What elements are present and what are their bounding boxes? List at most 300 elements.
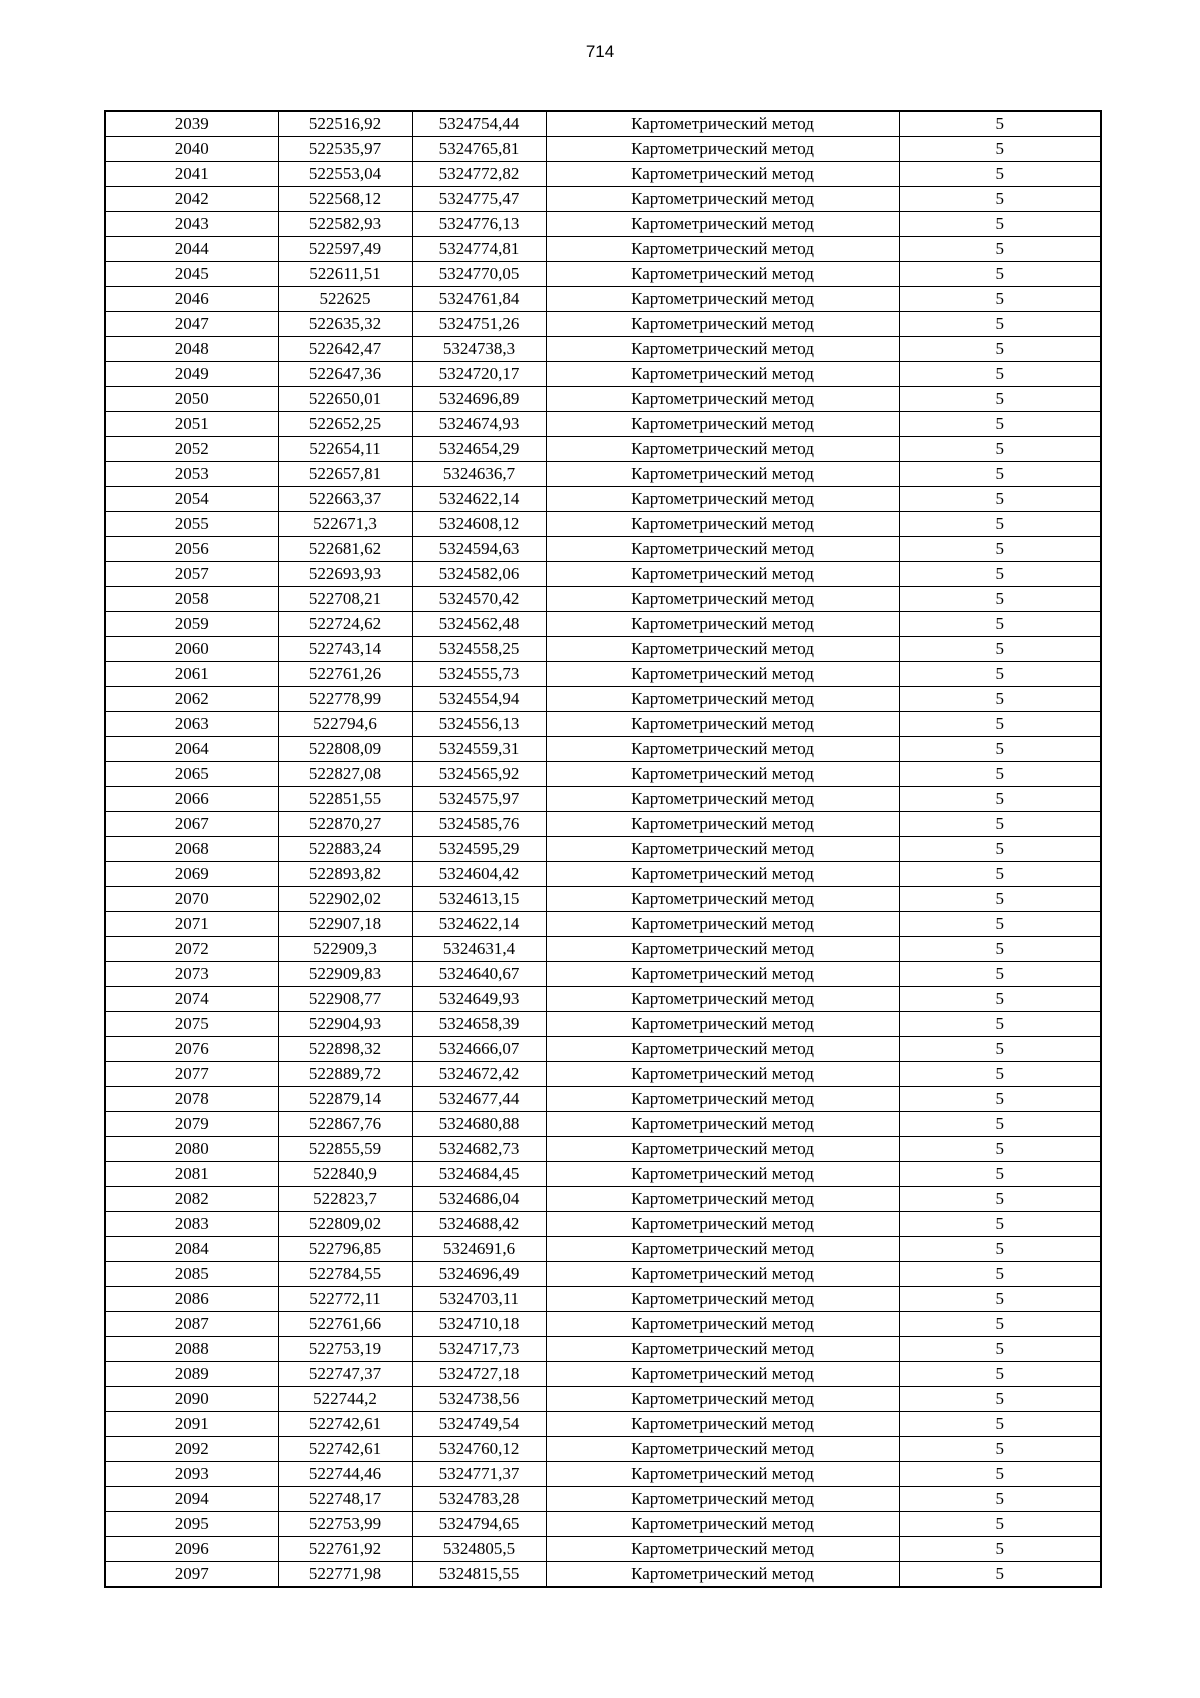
table-row: [105, 362, 1101, 387]
accuracy-cell: 5: [899, 662, 1101, 687]
table-row: [105, 962, 1101, 987]
method-cell: Картометрический метод: [546, 962, 899, 987]
x-coordinate-cell: 522652,25: [278, 412, 412, 437]
method-cell: Картометрический метод: [546, 487, 899, 512]
accuracy-cell: 5: [899, 1512, 1101, 1537]
method-cell: Картометрический метод: [546, 1562, 899, 1588]
y-coordinate-cell: 5324710,18: [412, 1312, 546, 1337]
x-coordinate-cell: 522625: [278, 287, 412, 312]
point-number-cell: 2052: [105, 437, 278, 462]
y-coordinate-cell: 5324594,63: [412, 537, 546, 562]
accuracy-cell: 5: [899, 1537, 1101, 1562]
x-coordinate-cell: 522753,99: [278, 1512, 412, 1537]
point-number-cell: 2069: [105, 862, 278, 887]
table-row: [105, 1162, 1101, 1187]
accuracy-cell: 5: [899, 487, 1101, 512]
x-coordinate-cell: 522851,55: [278, 787, 412, 812]
point-number-cell: 2039: [105, 111, 278, 137]
x-coordinate-cell: 522761,92: [278, 1537, 412, 1562]
y-coordinate-cell: 5324749,54: [412, 1412, 546, 1437]
point-number-cell: 2040: [105, 137, 278, 162]
point-number-cell: 2093: [105, 1462, 278, 1487]
table-row: [105, 1512, 1101, 1537]
point-number-cell: 2047: [105, 312, 278, 337]
table-row: [105, 1112, 1101, 1137]
table-row: [105, 912, 1101, 937]
point-number-cell: 2070: [105, 887, 278, 912]
method-cell: Картометрический метод: [546, 1487, 899, 1512]
y-coordinate-cell: 5324684,45: [412, 1162, 546, 1187]
table-row: [105, 987, 1101, 1012]
point-number-cell: 2057: [105, 562, 278, 587]
x-coordinate-cell: 522778,99: [278, 687, 412, 712]
page-number: 714: [585, 42, 615, 61]
accuracy-cell: 5: [899, 862, 1101, 887]
method-cell: Картометрический метод: [546, 1287, 899, 1312]
y-coordinate-cell: 5324631,4: [412, 937, 546, 962]
table-row: [105, 1337, 1101, 1362]
accuracy-cell: 5: [899, 687, 1101, 712]
x-coordinate-cell: 522909,3: [278, 937, 412, 962]
accuracy-cell: 5: [899, 137, 1101, 162]
point-number-cell: 2074: [105, 987, 278, 1012]
accuracy-cell: 5: [899, 387, 1101, 412]
accuracy-cell: 5: [899, 1387, 1101, 1412]
table-row: [105, 1462, 1101, 1487]
y-coordinate-cell: 5324555,73: [412, 662, 546, 687]
table-row: [105, 137, 1101, 162]
accuracy-cell: 5: [899, 1012, 1101, 1037]
point-number-cell: 2060: [105, 637, 278, 662]
table-row: [105, 1387, 1101, 1412]
point-number-cell: 2097: [105, 1562, 278, 1588]
y-coordinate-cell: 5324774,81: [412, 237, 546, 262]
method-cell: Картометрический метод: [546, 837, 899, 862]
method-cell: Картометрический метод: [546, 662, 899, 687]
point-number-cell: 2061: [105, 662, 278, 687]
y-coordinate-cell: 5324775,47: [412, 187, 546, 212]
point-number-cell: 2075: [105, 1012, 278, 1037]
table-row: [105, 787, 1101, 812]
point-number-cell: 2084: [105, 1237, 278, 1262]
table-row: [105, 712, 1101, 737]
x-coordinate-cell: 522748,17: [278, 1487, 412, 1512]
method-cell: Картометрический метод: [546, 412, 899, 437]
y-coordinate-cell: 5324622,14: [412, 912, 546, 937]
method-cell: Картометрический метод: [546, 637, 899, 662]
method-cell: Картометрический метод: [546, 1087, 899, 1112]
accuracy-cell: 5: [899, 1212, 1101, 1237]
x-coordinate-cell: 522744,2: [278, 1387, 412, 1412]
accuracy-cell: 5: [899, 312, 1101, 337]
table-row: [105, 212, 1101, 237]
y-coordinate-cell: 5324666,07: [412, 1037, 546, 1062]
y-coordinate-cell: 5324565,92: [412, 762, 546, 787]
table-row: [105, 637, 1101, 662]
accuracy-cell: 5: [899, 1162, 1101, 1187]
accuracy-cell: 5: [899, 237, 1101, 262]
method-cell: Картометрический метод: [546, 587, 899, 612]
accuracy-cell: 5: [899, 187, 1101, 212]
table-row: [105, 687, 1101, 712]
table-row: [105, 762, 1101, 787]
y-coordinate-cell: 5324760,12: [412, 1437, 546, 1462]
table-row: [105, 162, 1101, 187]
table-row: [105, 287, 1101, 312]
table-row: [105, 887, 1101, 912]
point-number-cell: 2049: [105, 362, 278, 387]
point-number-cell: 2072: [105, 937, 278, 962]
point-number-cell: 2065: [105, 762, 278, 787]
y-coordinate-cell: 5324649,93: [412, 987, 546, 1012]
point-number-cell: 2048: [105, 337, 278, 362]
y-coordinate-cell: 5324595,29: [412, 837, 546, 862]
method-cell: Картометрический метод: [546, 712, 899, 737]
y-coordinate-cell: 5324765,81: [412, 137, 546, 162]
method-cell: Картометрический метод: [546, 1162, 899, 1187]
table-row: [105, 1487, 1101, 1512]
x-coordinate-cell: 522742,61: [278, 1437, 412, 1462]
x-coordinate-cell: 522794,6: [278, 712, 412, 737]
method-cell: Картометрический метод: [546, 262, 899, 287]
method-cell: Картометрический метод: [546, 887, 899, 912]
point-number-cell: 2087: [105, 1312, 278, 1337]
y-coordinate-cell: 5324672,42: [412, 1062, 546, 1087]
x-coordinate-cell: 522902,02: [278, 887, 412, 912]
method-cell: Картометрический метод: [546, 937, 899, 962]
y-coordinate-cell: 5324717,73: [412, 1337, 546, 1362]
method-cell: Картометрический метод: [546, 537, 899, 562]
accuracy-cell: 5: [899, 1312, 1101, 1337]
accuracy-cell: 5: [899, 837, 1101, 862]
accuracy-cell: 5: [899, 1137, 1101, 1162]
method-cell: Картометрический метод: [546, 237, 899, 262]
x-coordinate-cell: 522650,01: [278, 387, 412, 412]
point-number-cell: 2058: [105, 587, 278, 612]
y-coordinate-cell: 5324794,65: [412, 1512, 546, 1537]
method-cell: Картометрический метод: [546, 987, 899, 1012]
x-coordinate-cell: 522893,82: [278, 862, 412, 887]
table-row: [105, 1262, 1101, 1287]
x-coordinate-cell: 522657,81: [278, 462, 412, 487]
method-cell: Картометрический метод: [546, 862, 899, 887]
y-coordinate-cell: 5324558,25: [412, 637, 546, 662]
point-number-cell: 2090: [105, 1387, 278, 1412]
table-row: [105, 612, 1101, 637]
x-coordinate-cell: 522681,62: [278, 537, 412, 562]
y-coordinate-cell: 5324805,5: [412, 1537, 546, 1562]
method-cell: Картометрический метод: [546, 287, 899, 312]
table-row: [105, 237, 1101, 262]
accuracy-cell: 5: [899, 987, 1101, 1012]
point-number-cell: 2088: [105, 1337, 278, 1362]
x-coordinate-cell: 522796,85: [278, 1237, 412, 1262]
method-cell: Картометрический метод: [546, 1312, 899, 1337]
method-cell: Картометрический метод: [546, 737, 899, 762]
accuracy-cell: 5: [899, 362, 1101, 387]
x-coordinate-cell: 522611,51: [278, 262, 412, 287]
method-cell: Картометрический метод: [546, 787, 899, 812]
accuracy-cell: 5: [899, 887, 1101, 912]
table-row: [105, 1212, 1101, 1237]
point-number-cell: 2096: [105, 1537, 278, 1562]
accuracy-cell: 5: [899, 162, 1101, 187]
coordinates-table-body: [105, 111, 1101, 1587]
method-cell: Картометрический метод: [546, 1212, 899, 1237]
y-coordinate-cell: 5324783,28: [412, 1487, 546, 1512]
method-cell: Картометрический метод: [546, 1037, 899, 1062]
point-number-cell: 2091: [105, 1412, 278, 1437]
table-row: [105, 1037, 1101, 1062]
method-cell: Картометрический метод: [546, 387, 899, 412]
accuracy-cell: 5: [899, 587, 1101, 612]
point-number-cell: 2086: [105, 1287, 278, 1312]
accuracy-cell: 5: [899, 1112, 1101, 1137]
point-number-cell: 2054: [105, 487, 278, 512]
method-cell: Картометрический метод: [546, 212, 899, 237]
accuracy-cell: 5: [899, 737, 1101, 762]
accuracy-cell: 5: [899, 712, 1101, 737]
y-coordinate-cell: 5324640,67: [412, 962, 546, 987]
y-coordinate-cell: 5324582,06: [412, 562, 546, 587]
point-number-cell: 2089: [105, 1362, 278, 1387]
method-cell: Картометрический метод: [546, 612, 899, 637]
table-row: [105, 1562, 1101, 1588]
method-cell: Картометрический метод: [546, 1112, 899, 1137]
point-number-cell: 2051: [105, 412, 278, 437]
x-coordinate-cell: 522516,92: [278, 111, 412, 137]
y-coordinate-cell: 5324682,73: [412, 1137, 546, 1162]
accuracy-cell: 5: [899, 1437, 1101, 1462]
x-coordinate-cell: 522904,93: [278, 1012, 412, 1037]
accuracy-cell: 5: [899, 1037, 1101, 1062]
y-coordinate-cell: 5324696,49: [412, 1262, 546, 1287]
x-coordinate-cell: 522742,61: [278, 1412, 412, 1437]
point-number-cell: 2055: [105, 512, 278, 537]
x-coordinate-cell: 522761,26: [278, 662, 412, 687]
y-coordinate-cell: 5324674,93: [412, 412, 546, 437]
accuracy-cell: 5: [899, 1337, 1101, 1362]
y-coordinate-cell: 5324776,13: [412, 212, 546, 237]
y-coordinate-cell: 5324608,12: [412, 512, 546, 537]
point-number-cell: 2081: [105, 1162, 278, 1187]
x-coordinate-cell: 522761,66: [278, 1312, 412, 1337]
table-row: [105, 1312, 1101, 1337]
accuracy-cell: 5: [899, 912, 1101, 937]
table-row: [105, 1012, 1101, 1037]
x-coordinate-cell: 522855,59: [278, 1137, 412, 1162]
coordinates-table: [104, 110, 1102, 1588]
accuracy-cell: 5: [899, 337, 1101, 362]
y-coordinate-cell: 5324691,6: [412, 1237, 546, 1262]
x-coordinate-cell: 522879,14: [278, 1087, 412, 1112]
method-cell: Картометрический метод: [546, 362, 899, 387]
accuracy-cell: 5: [899, 1487, 1101, 1512]
point-number-cell: 2085: [105, 1262, 278, 1287]
x-coordinate-cell: 522784,55: [278, 1262, 412, 1287]
point-number-cell: 2053: [105, 462, 278, 487]
x-coordinate-cell: 522568,12: [278, 187, 412, 212]
x-coordinate-cell: 522771,98: [278, 1562, 412, 1588]
point-number-cell: 2067: [105, 812, 278, 837]
method-cell: Картометрический метод: [546, 1437, 899, 1462]
table-row: [105, 862, 1101, 887]
accuracy-cell: 5: [899, 1562, 1101, 1588]
table-row: [105, 187, 1101, 212]
method-cell: Картометрический метод: [546, 437, 899, 462]
method-cell: Картометрический метод: [546, 187, 899, 212]
accuracy-cell: 5: [899, 537, 1101, 562]
x-coordinate-cell: 522808,09: [278, 737, 412, 762]
table-row: [105, 1437, 1101, 1462]
method-cell: Картометрический метод: [546, 912, 899, 937]
y-coordinate-cell: 5324688,42: [412, 1212, 546, 1237]
table-row: [105, 1412, 1101, 1437]
y-coordinate-cell: 5324654,29: [412, 437, 546, 462]
x-coordinate-cell: 522654,11: [278, 437, 412, 462]
table-row: [105, 837, 1101, 862]
accuracy-cell: 5: [899, 937, 1101, 962]
y-coordinate-cell: 5324556,13: [412, 712, 546, 737]
table-row: [105, 1062, 1101, 1087]
y-coordinate-cell: 5324686,04: [412, 1187, 546, 1212]
point-number-cell: 2094: [105, 1487, 278, 1512]
method-cell: Картометрический метод: [546, 1137, 899, 1162]
y-coordinate-cell: 5324680,88: [412, 1112, 546, 1137]
accuracy-cell: 5: [899, 1362, 1101, 1387]
x-coordinate-cell: 522535,97: [278, 137, 412, 162]
point-number-cell: 2041: [105, 162, 278, 187]
y-coordinate-cell: 5324604,42: [412, 862, 546, 887]
point-number-cell: 2062: [105, 687, 278, 712]
y-coordinate-cell: 5324772,82: [412, 162, 546, 187]
accuracy-cell: 5: [899, 1462, 1101, 1487]
y-coordinate-cell: 5324738,3: [412, 337, 546, 362]
table-row: [105, 337, 1101, 362]
method-cell: Картометрический метод: [546, 1062, 899, 1087]
method-cell: Картометрический метод: [546, 1262, 899, 1287]
accuracy-cell: 5: [899, 762, 1101, 787]
accuracy-cell: 5: [899, 1262, 1101, 1287]
y-coordinate-cell: 5324562,48: [412, 612, 546, 637]
method-cell: Картометрический метод: [546, 1512, 899, 1537]
table-row: [105, 562, 1101, 587]
method-cell: Картометрический метод: [546, 111, 899, 137]
table-row: [105, 537, 1101, 562]
x-coordinate-cell: 522809,02: [278, 1212, 412, 1237]
point-number-cell: 2063: [105, 712, 278, 737]
x-coordinate-cell: 522908,77: [278, 987, 412, 1012]
accuracy-cell: 5: [899, 1062, 1101, 1087]
table-row: [105, 662, 1101, 687]
x-coordinate-cell: 522724,62: [278, 612, 412, 637]
method-cell: Картометрический метод: [546, 687, 899, 712]
y-coordinate-cell: 5324658,39: [412, 1012, 546, 1037]
method-cell: Картометрический метод: [546, 512, 899, 537]
accuracy-cell: 5: [899, 212, 1101, 237]
table-row: [105, 387, 1101, 412]
x-coordinate-cell: 522827,08: [278, 762, 412, 787]
x-coordinate-cell: 522597,49: [278, 237, 412, 262]
method-cell: Картометрический метод: [546, 1387, 899, 1412]
accuracy-cell: 5: [899, 1237, 1101, 1262]
point-number-cell: 2045: [105, 262, 278, 287]
method-cell: Картометрический метод: [546, 812, 899, 837]
x-coordinate-cell: 522870,27: [278, 812, 412, 837]
method-cell: Картометрический метод: [546, 762, 899, 787]
y-coordinate-cell: 5324613,15: [412, 887, 546, 912]
point-number-cell: 2044: [105, 237, 278, 262]
x-coordinate-cell: 522889,72: [278, 1062, 412, 1087]
y-coordinate-cell: 5324754,44: [412, 111, 546, 137]
y-coordinate-cell: 5324622,14: [412, 487, 546, 512]
method-cell: Картометрический метод: [546, 1187, 899, 1212]
x-coordinate-cell: 522635,32: [278, 312, 412, 337]
x-coordinate-cell: 522642,47: [278, 337, 412, 362]
point-number-cell: 2050: [105, 387, 278, 412]
x-coordinate-cell: 522907,18: [278, 912, 412, 937]
accuracy-cell: 5: [899, 262, 1101, 287]
table-row: [105, 487, 1101, 512]
table-row: [105, 262, 1101, 287]
point-number-cell: 2092: [105, 1437, 278, 1462]
accuracy-cell: 5: [899, 462, 1101, 487]
point-number-cell: 2076: [105, 1037, 278, 1062]
accuracy-cell: 5: [899, 1412, 1101, 1437]
point-number-cell: 2059: [105, 612, 278, 637]
point-number-cell: 2066: [105, 787, 278, 812]
method-cell: Картометрический метод: [546, 1012, 899, 1037]
accuracy-cell: 5: [899, 962, 1101, 987]
accuracy-cell: 5: [899, 287, 1101, 312]
x-coordinate-cell: 522840,9: [278, 1162, 412, 1187]
method-cell: Картометрический метод: [546, 1237, 899, 1262]
y-coordinate-cell: 5324559,31: [412, 737, 546, 762]
y-coordinate-cell: 5324815,55: [412, 1562, 546, 1588]
point-number-cell: 2068: [105, 837, 278, 862]
x-coordinate-cell: 522898,32: [278, 1037, 412, 1062]
point-number-cell: 2042: [105, 187, 278, 212]
point-number-cell: 2043: [105, 212, 278, 237]
method-cell: Картометрический метод: [546, 1337, 899, 1362]
accuracy-cell: 5: [899, 437, 1101, 462]
point-number-cell: 2095: [105, 1512, 278, 1537]
accuracy-cell: 5: [899, 612, 1101, 637]
method-cell: Картометрический метод: [546, 562, 899, 587]
accuracy-cell: 5: [899, 812, 1101, 837]
x-coordinate-cell: 522743,14: [278, 637, 412, 662]
x-coordinate-cell: 522708,21: [278, 587, 412, 612]
point-number-cell: 2071: [105, 912, 278, 937]
x-coordinate-cell: 522744,46: [278, 1462, 412, 1487]
point-number-cell: 2082: [105, 1187, 278, 1212]
point-number-cell: 2077: [105, 1062, 278, 1087]
table-row: [105, 1537, 1101, 1562]
method-cell: Картометрический метод: [546, 1362, 899, 1387]
x-coordinate-cell: 522663,37: [278, 487, 412, 512]
x-coordinate-cell: 522671,3: [278, 512, 412, 537]
accuracy-cell: 5: [899, 1087, 1101, 1112]
x-coordinate-cell: 522553,04: [278, 162, 412, 187]
table-row: [105, 462, 1101, 487]
point-number-cell: 2064: [105, 737, 278, 762]
y-coordinate-cell: 5324636,7: [412, 462, 546, 487]
table-row: [105, 1087, 1101, 1112]
y-coordinate-cell: 5324771,37: [412, 1462, 546, 1487]
y-coordinate-cell: 5324720,17: [412, 362, 546, 387]
method-cell: Картометрический метод: [546, 1412, 899, 1437]
table-row: [105, 1187, 1101, 1212]
